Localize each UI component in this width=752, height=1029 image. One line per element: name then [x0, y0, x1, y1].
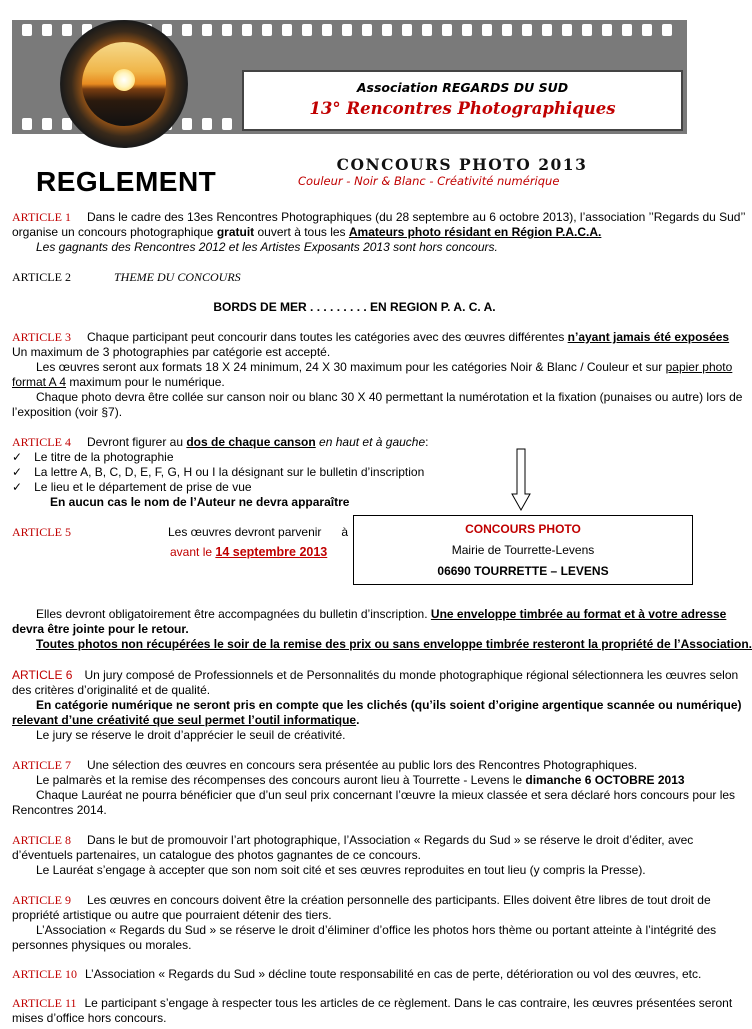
article-10: ARTICLE 10 L’Association « Regards du Sud » décline toute responsabilité en cas de perte, détérioration ou vol des œuvres, etc.: [12, 967, 702, 981]
association-name: Association REGARDS DU SUD: [356, 80, 569, 95]
check-icon: ✓: [12, 465, 23, 479]
article-label: ARTICLE 4: [12, 435, 71, 449]
article-label: ARTICLE 3: [12, 330, 71, 344]
camera-lens-image: [60, 20, 188, 148]
address-line-2: 06690 TOURRETTE – LEVENS: [437, 564, 609, 578]
film-sprocket-hole: [342, 24, 352, 36]
article-label: ARTICLE 10: [12, 967, 77, 981]
film-sprocket-hole: [222, 24, 232, 36]
article-7: ARTICLE 7 Une sélection des œuvres en concours sera présentée au public lors des Rencontres Photographiques. Le palmarès et la remise des récompenses des concours auront lieu à Tourrette - Levens le dimanche 6 OCTOBRE 2013 Chaque Lauréat ne pourra bénéficier que d’un seul prix concernant l’œuvre la mieux classée et sera déclaré hors concours pour les Rencontres 2014.: [12, 758, 736, 817]
article-label: ARTICLE 6: [12, 668, 73, 682]
article-label: ARTICLE 5: [12, 525, 71, 539]
film-sprocket-hole: [442, 24, 452, 36]
mailing-address-box: [353, 515, 693, 585]
film-sprocket-hole: [202, 24, 212, 36]
author-warning: En aucun cas le nom de l’Auteur ne devra apparaître: [50, 495, 350, 509]
film-sprocket-hole: [302, 24, 312, 36]
article-label: ARTICLE 11: [12, 996, 77, 1010]
article-label: ARTICLE 1: [12, 210, 71, 224]
film-sprocket-hole: [382, 24, 392, 36]
film-sprocket-hole: [482, 24, 492, 36]
page-title: REGLEMENT: [36, 166, 217, 197]
film-sprocket-hole: [462, 24, 472, 36]
check-icon: ✓: [12, 480, 23, 494]
header-title-box: [242, 70, 683, 131]
theme-label: THEME DU CONCOURS: [114, 270, 241, 284]
film-sprocket-hole: [22, 24, 32, 36]
film-sprocket-hole: [562, 24, 572, 36]
film-sprocket-hole: [222, 118, 232, 130]
film-sprocket-hole: [582, 24, 592, 36]
film-sprocket-hole: [362, 24, 372, 36]
event-title: 13° Rencontres Photographiques: [309, 99, 616, 118]
film-sprocket-hole: [422, 24, 432, 36]
film-sprocket-hole: [42, 118, 52, 130]
article-6: ARTICLE 6 Un jury composé de Professionnels et de Personnalités du monde photographique régional sélectionnera les œuvres selon des critères d’originalité et de qualité. En catégorie numérique ne seront pris en compte que les clichés (qu’ils soient d’origine argentique scannée ou numérique) relevant d’une créativité que seul permet l’outil informatique. Le jury se réserve le droit d’apprécier le seuil de créativité.: [12, 668, 742, 742]
address-title: CONCOURS PHOTO: [465, 522, 581, 536]
film-sprocket-hole: [662, 24, 672, 36]
film-sprocket-hole: [622, 24, 632, 36]
header-banner: [12, 20, 687, 134]
article-11: ARTICLE 11 Le participant s’engage à respecter tous les articles de ce règlement. Dans le cas contraire, les œuvres présentées seront mises d’office hors concours.: [12, 996, 733, 1025]
film-sprocket-hole: [242, 24, 252, 36]
article-2: [12, 270, 241, 285]
down-arrow-icon: [511, 448, 531, 512]
film-sprocket-hole: [182, 118, 192, 130]
check-icon: ✓: [12, 450, 23, 464]
address-line-1: Mairie de Tourrette-Levens: [451, 543, 595, 557]
article-label: ARTICLE 9: [12, 893, 71, 907]
article-1: ARTICLE 1 Dans le cadre des 13es Rencontres Photographiques (du 28 septembre au 6 octobre 2013), l’association ’’Regards du Sud’’ organise un concours photographique gratuit ouvert à tous les Amateurs photo résidant en Région P.A.C.A. Les gagnants des Rencontres 2012 et les Artistes Exposants 2013 sont hors concours.: [12, 210, 746, 254]
film-sprocket-hole: [22, 118, 32, 130]
film-sprocket-hole: [202, 118, 212, 130]
article-3: ARTICLE 3 Chaque participant peut concourir dans toutes les catégories avec des œuvres différentes n’ayant jamais été exposées Un maximum de 3 photographies par catégorie est accepté. Les œuvres seront aux formats 18 X 24 minimum, 24 X 30 maximum pour les catégories Noir & Blanc / Couleur et sur papier photo format A 4 maximum pour le numérique. Chaque photo devra être collée sur canson noir ou blanc 30 X 40 permettant la numérotation et la fixation (punaises ou autre) lors de l’exposition (voir §7).: [12, 330, 743, 419]
article-9: ARTICLE 9 Les œuvres en concours doivent être la création personnelle des participants. Elles doivent être libres de tout droit de propriété artistique ou autre que pourraient détenir des tiers. L’Association « Regards du Sud » se réserve le droit d’éliminer d’office les photos hors thème ou portant atteinte à l’intégrité des personnes physiques ou morales.: [12, 893, 717, 952]
sun-icon: [113, 69, 135, 91]
film-sprocket-hole: [542, 24, 552, 36]
film-sprocket-hole: [62, 24, 72, 36]
contest-title: CONCOURS PHOTO 2013: [336, 155, 588, 174]
film-sprocket-hole: [262, 24, 272, 36]
contest-theme: BORDS DE MER . . . . . . . . . EN REGION P. A. C. A.: [213, 300, 496, 314]
film-sprocket-hole: [502, 24, 512, 36]
article-8: ARTICLE 8 Dans le but de promouvoir l’art photographique, l’Association « Regards du Sud » se réserve le droit d’éditer, avec d’éventuels partenaires, un catalogue des photos gagnantes de ce concours. Le Lauréat s’engage à accepter que son nom soit cité et ses œuvres reproduites en tout lieu (y compris la Presse).: [12, 833, 694, 877]
article-5-details: Elles devront obligatoirement être accompagnées du bulletin d’inscription. Une enveloppe timbrée au format et à votre adresse devra être jointe pour le retour. Toutes photos non récupérées le soir de la remise des prix ou sans enveloppe timbrée resteront la propriété de l’Association.: [12, 607, 752, 651]
film-sprocket-hole: [522, 24, 532, 36]
film-sprocket-hole: [182, 24, 192, 36]
film-sprocket-hole: [322, 24, 332, 36]
deadline-date: avant le 14 septembre 2013: [170, 545, 328, 559]
film-sprocket-hole: [602, 24, 612, 36]
article-label: ARTICLE 7: [12, 758, 71, 772]
contest-categories: Couleur - Noir & Blanc - Créativité numérique: [298, 174, 560, 188]
film-sprocket-hole: [402, 24, 412, 36]
article-label: ARTICLE 2: [12, 270, 71, 284]
film-sprocket-hole: [282, 24, 292, 36]
sunset-image: [82, 42, 166, 126]
deadline-text: Les œuvres devront parvenir à: [168, 525, 349, 539]
article-label: ARTICLE 8: [12, 833, 71, 847]
article-4: ARTICLE 4 Devront figurer au dos de chaque canson en haut et à gauche: ✓ Le titre de la photographie ✓ La lettre A, B, C, D, E, F, G, H ou I la désignant sur le bulletin d’inscription ✓ Le lieu et le département de prise de vue En aucun cas le nom de l’Auteur ne devra apparaître: [12, 435, 429, 509]
film-sprocket-hole: [642, 24, 652, 36]
film-sprocket-hole: [42, 24, 52, 36]
